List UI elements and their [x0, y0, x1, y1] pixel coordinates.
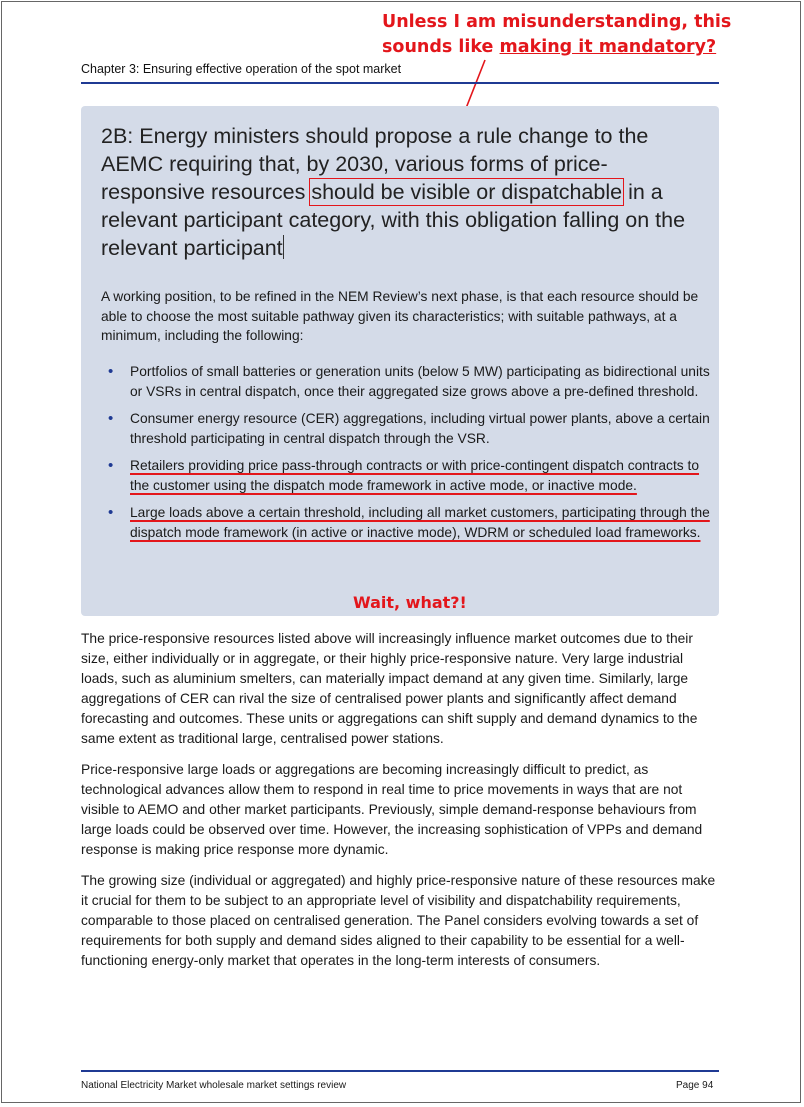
document-page — [1, 1, 801, 1103]
list-item — [101, 456, 711, 495]
page-number: Page 94 — [676, 1080, 714, 1091]
annotation-line-2: sounds like making it mandatory? — [382, 37, 717, 57]
highlighted-phrase: should be visible or dispatchable — [311, 180, 623, 204]
bullet-icon: • — [108, 504, 114, 521]
header-rule — [81, 82, 719, 84]
bullet-icon: • — [108, 363, 114, 380]
footer-rule — [81, 1070, 719, 1072]
body-paragraph-3: The growing size (individual or aggregated) and highly price-responsive nature of these resources make it crucial for them to be subject to an appropriate level of visibility and dispatchability requirements, comparable to those placed on centralised generation. The Panel considers evolving towards a set of requirements for both supply and demand sides aligned to their capability to be essential for a well-functioning energy-only market that operates in the long-term interests of consumers. — [81, 873, 716, 968]
underlined-bullet-retailers: Retailers providing price pass-through contracts or with price-contingent dispatch contracts to the customer using the dispatch mode framework in active mode, or inactive mode. — [130, 458, 700, 493]
recommendation-title: 2B: Energy ministers should propose a rule change to the AEMC requiring that, by 2030, various forms of price-responsive resources should be visible or dispatchable in a relevant participant category, with this obligation falling on the relevant participant — [101, 124, 686, 260]
annotation-underlined: making it mandatory? — [499, 37, 717, 57]
text-caret — [283, 235, 284, 259]
body-paragraph-2: Price-responsive large loads or aggregations are becoming increasingly difficult to predict, as technological advances allow them to respond in real time to price movements in ways that are not visible to AEMO and other market participants. Previously, simple demand-response behaviours from large loads could be observed over time. However, the increasing sophistication of VPPs and demand response is making price response more dynamic. — [81, 762, 703, 857]
pathway-list — [101, 362, 711, 550]
list-item: • Portfolios of small batteries or generation units (below 5 MW) participating as bidirectional units or VSRs in central dispatch, once their aggregated size grows above a pre-defined threshold. — [108, 363, 710, 399]
chapter-header: Chapter 3: Ensuring effective operation of the spot market — [81, 62, 402, 76]
footer-title: National Electricity Market wholesale market settings review — [81, 1080, 347, 1091]
bullet-icon: • — [108, 410, 114, 427]
recommendation-intro: A working position, to be refined in the NEM Review’s next phase, is that each resource should be able to choose the most suitable pathway given its characteristics; with suitable pathways, at a minimum, including the following: — [101, 289, 699, 343]
list-item: • Consumer energy resource (CER) aggregations, including virtual power plants, above a certain threshold participating in central dispatch through the VSR. — [108, 410, 710, 446]
bullet-icon: • — [108, 457, 114, 474]
underlined-bullet-large-loads: Large loads above a certain threshold, including all market customers, participating through the dispatch mode framework (in active or inactive mode), WDRM or scheduled load frameworks. — [130, 505, 710, 540]
list-item — [101, 503, 711, 542]
annotation-line-1: Unless I am misunderstanding, this — [382, 12, 732, 32]
annotation-wait: Wait, what?! — [353, 593, 467, 612]
body-paragraph-1: The price-responsive resources listed above will increasingly influence market outcomes due to their size, either individually or in aggregate, or their highly price-responsive nature. Very large industrial loads, such as aluminium smelters, can materially impact demand at any given time. Similarly, large aggregations of CER can rival the size of centralised power plants and significantly affect demand forecasting and outcomes. These units or aggregations can shift supply and demand dynamics to the same extent as traditional large, centralised power stations. — [81, 631, 698, 746]
